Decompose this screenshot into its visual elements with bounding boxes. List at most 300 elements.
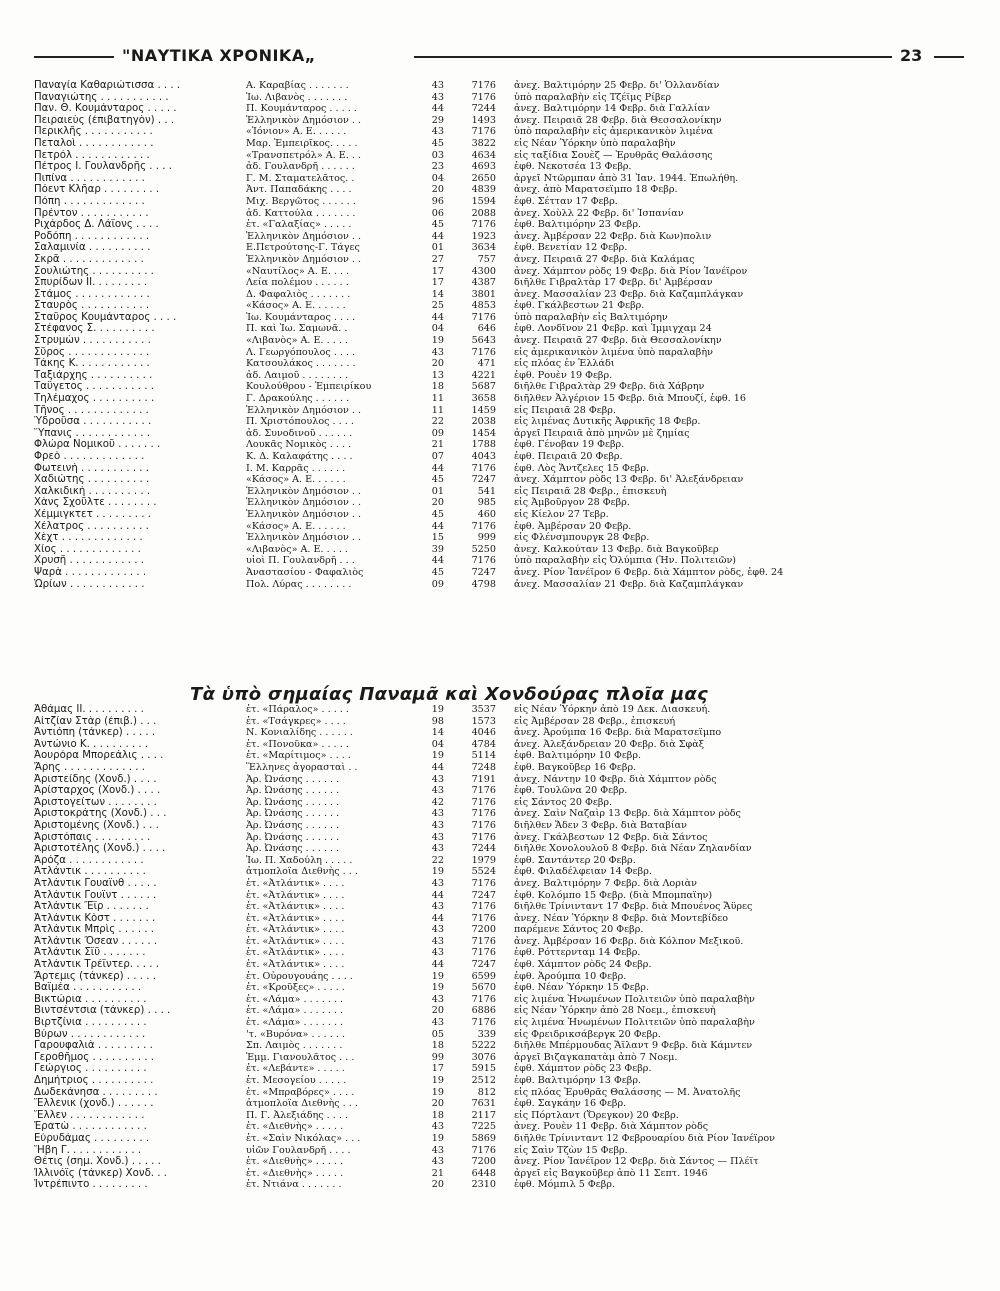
tonnage: 7247 bbox=[471, 959, 496, 971]
ship-row bbox=[34, 1017, 964, 1029]
ship-status: ἀνεχ. Γκάλβεστων 12 Φεβρ. διὰ Σάντος bbox=[514, 831, 708, 843]
build-year: 11 bbox=[431, 393, 444, 405]
ship-name: Ἰντρέπιντο . . . . . . . . . bbox=[34, 1179, 148, 1191]
ship-status: ἀνεχ. Ἀμβέρσαν 16 Φεβρ. διὰ Κόλπον Μεξικοῦ. bbox=[514, 935, 744, 947]
owner: ἀδ. Συνοδινοῦ . . . . . . bbox=[246, 427, 353, 439]
ship-name: Στάμος . . . . . . . . . . . . bbox=[34, 288, 150, 300]
owner: ἐτ. «Πάραλος» . . . . . bbox=[246, 704, 349, 715]
ship-name: Πόπη . . . . . . . . . . . . . bbox=[34, 195, 145, 207]
build-year: 14 bbox=[431, 727, 444, 739]
owner: Ν. Κονιαλίδης . . . . . . bbox=[246, 727, 353, 739]
build-year: 13 bbox=[431, 369, 444, 381]
tonnage: 7247 bbox=[471, 566, 496, 578]
ship-row bbox=[34, 1087, 964, 1099]
ship-row bbox=[34, 532, 964, 544]
ship-row bbox=[34, 161, 964, 173]
build-year: 43 bbox=[431, 924, 444, 936]
ship-name: Σπυρίδων ΙΙ. . . . . . . . . bbox=[34, 277, 148, 289]
build-year: 45 bbox=[431, 508, 444, 520]
build-year: 43 bbox=[431, 1144, 444, 1156]
build-year: 44 bbox=[431, 555, 444, 567]
ship-name: Σουλιώτης . . . . . . . . . . bbox=[34, 265, 154, 277]
ship-status: ἐφθ. Νέαν Ὑόρκην 15 Φεβρ. bbox=[514, 982, 649, 994]
tonnage: 7176 bbox=[471, 877, 496, 889]
ship-row bbox=[34, 196, 964, 208]
build-year: 44 bbox=[431, 103, 444, 115]
ship-name: Σκρᾶ . . . . . . . . . . . . . bbox=[34, 253, 144, 265]
tonnage: 7176 bbox=[471, 912, 496, 924]
build-year: 43 bbox=[431, 346, 444, 358]
owner: «Ἰόνιον» Α. Ε. . . . . . bbox=[246, 126, 347, 138]
owner: ἐτ. «Ἀτλάντικ» . . . . bbox=[246, 935, 345, 947]
build-year: 45 bbox=[431, 474, 444, 486]
ship-name: Ὕπανις . . . . . . . . . . . . bbox=[34, 427, 150, 439]
ship-status: ἀνεχ. Μασσαλίαν 21 Φεβρ. διὰ Καζαμπλάγκαν bbox=[514, 578, 744, 590]
build-year: 14 bbox=[431, 288, 444, 300]
tonnage: 5222 bbox=[471, 1040, 496, 1052]
owner: ἐτ. «Ἀτλάντικ» . . . . bbox=[246, 912, 345, 924]
tonnage: 7176 bbox=[471, 520, 496, 532]
build-year: 43 bbox=[431, 126, 444, 138]
build-year: 43 bbox=[431, 901, 444, 913]
ship-row bbox=[34, 463, 964, 475]
ship-status: ἐφθ. Γκάλβεστων 21 Φεβρ. bbox=[514, 300, 645, 312]
ship-name: Παναγιώτης . . . . . . . . . . . bbox=[34, 91, 169, 103]
ship-row bbox=[34, 1179, 964, 1191]
build-year: 43 bbox=[431, 819, 444, 831]
owner: ἐτ. «Μαρίτιμος» . . . . bbox=[246, 750, 351, 762]
tonnage: 646 bbox=[477, 323, 496, 335]
ship-status: ἐφθ. Γένοβαν 19 Φεβρ. bbox=[514, 439, 625, 451]
tonnage: 5524 bbox=[471, 866, 496, 878]
tonnage: 4798 bbox=[471, 578, 496, 590]
ship-name: Ἀριστοκράτης (Χονδ.) . . . bbox=[34, 808, 167, 820]
ship-status: ἀνεχ. Ἀμβέρσαν 22 Φεβρ. διὰ Κων)πολιν bbox=[514, 230, 712, 242]
build-year: 29 bbox=[431, 114, 444, 126]
ship-row bbox=[34, 381, 964, 393]
owner: Ἀρ. Ὠνάσης . . . . . . bbox=[246, 831, 340, 843]
build-year: 18 bbox=[431, 381, 444, 393]
tonnage: 3822 bbox=[471, 137, 496, 149]
ship-status: ἐφθ. Πειραιᾶ 20 Φεβρ. bbox=[514, 451, 623, 462]
owner: υἱοὶ Π. Γουλανδρῆ . . . bbox=[246, 555, 355, 567]
owner: «Τρανσπετρόλ» Α. Ε. . . bbox=[246, 149, 362, 161]
ship-row bbox=[34, 1040, 964, 1052]
tonnage: 3076 bbox=[471, 1051, 496, 1063]
ship-status: ἐφθ. Ρόττερνταμ 14 Φεβρ. bbox=[514, 947, 641, 959]
ship-row bbox=[34, 497, 964, 509]
tonnage: 4300 bbox=[471, 265, 496, 277]
owner: Ἀρ. Ὠνάσης . . . . . . bbox=[246, 843, 340, 855]
build-year: 43 bbox=[431, 1156, 444, 1168]
owner: ἀδ. Καττούλα . . . . . . . bbox=[246, 207, 356, 219]
build-year: 20 bbox=[431, 184, 444, 196]
ship-name: Ἀτλάντικ Ἔϊρ . . . . . . . bbox=[34, 901, 149, 913]
header-rule-right bbox=[414, 56, 892, 58]
tonnage: 1454 bbox=[471, 427, 496, 439]
ship-name: Περικλῆς . . . . . . . . . . . bbox=[34, 126, 153, 138]
ship-name: Παν. Θ. Κουμάνταρος . . . . . bbox=[34, 103, 177, 115]
ship-row bbox=[34, 913, 964, 925]
ship-row bbox=[34, 474, 964, 486]
ship-name: Βιρτζίνια . . . . . . . . . . bbox=[34, 1017, 147, 1029]
build-year: 43 bbox=[431, 773, 444, 785]
tonnage: 7244 bbox=[471, 843, 496, 855]
build-year: 19 bbox=[431, 866, 444, 878]
ship-row bbox=[34, 555, 964, 567]
ship-name: Ψαρὰ . . . . . . . . . . . . . bbox=[34, 566, 147, 578]
owner: Π. Γ. Ἀλεξιάδης . . . . bbox=[246, 1109, 349, 1121]
owner: «Λιβανὸς» Α. Ε. . . . . bbox=[246, 543, 348, 555]
ship-status: ἐφθ. Λὸς Ἄντζελες 15 Φεβρ. bbox=[514, 462, 650, 474]
build-year: 44 bbox=[431, 889, 444, 901]
tonnage: 7176 bbox=[471, 219, 496, 231]
build-year: 43 bbox=[431, 993, 444, 1005]
build-year: 22 bbox=[431, 416, 444, 428]
ship-status: ἐφθ. Βαγκοῦβερ 16 Φεβρ. bbox=[514, 761, 637, 773]
ship-status: διῆλθεν Ἄδεν 3 Φεβρ. διὰ Βαταβίαν bbox=[514, 819, 687, 831]
tonnage: 1594 bbox=[471, 195, 496, 207]
ship-row bbox=[34, 901, 964, 913]
ship-status: εἰς λιμένα Ἠνωμένων Πολιτειῶν ὑπὸ παραλαβὴν bbox=[514, 1017, 755, 1029]
tonnage: 4634 bbox=[471, 149, 496, 161]
ship-status: ἀνεχ. Μασσαλίαν 23 Φεβρ. διὰ Καζαμπλάγκαν bbox=[514, 288, 744, 300]
ship-status: διῆλθε Τρίνινταντ 17 Φεβρ. διὰ Μπουένος Ἄϋρες bbox=[514, 901, 753, 913]
tonnage: 5643 bbox=[471, 335, 496, 347]
ship-row bbox=[34, 1075, 964, 1087]
build-year: 01 bbox=[431, 485, 444, 497]
ship-name: Ἀντιόπη (τάνκερ) . . . . . bbox=[34, 727, 156, 739]
journal-title: "ΝΑΥΤΙΚΑ ΧΡΟΝΙΚΑ„ bbox=[122, 46, 316, 65]
owner: Ἰω. Λιβανὸς . . . . . . . bbox=[246, 91, 348, 103]
header-rule-left bbox=[34, 56, 114, 58]
owner: Ἑλληνικὸν Δημόσιον . . bbox=[246, 253, 362, 265]
ship-status: εἰς πλόας Ἐρυθρᾶς Θαλάσσης — Μ. Ἀνατολῆς bbox=[514, 1086, 741, 1098]
tonnage: 471 bbox=[477, 358, 496, 370]
ship-status: εἰς Πειραιᾶ 28 Φεβρ., ἐπισκευὴ bbox=[514, 485, 667, 497]
ship-name: Ἀριστείδης (Χονδ.) . . . . bbox=[34, 773, 157, 785]
ship-name: Ἄρτεμις (τάνκερ) . . . . . bbox=[34, 970, 156, 982]
tonnage: 7176 bbox=[471, 935, 496, 947]
ship-status: ἐφθ. Ἀρούμπα 10 Φεβρ. bbox=[514, 970, 627, 982]
tonnage: 5250 bbox=[471, 543, 496, 555]
ship-name: Ἀτλάντικ Γουΐντ . . . . . . bbox=[34, 889, 157, 901]
owner: Μιχ. Βεργῶτος . . . . . . bbox=[246, 195, 356, 207]
tonnage: 999 bbox=[477, 532, 496, 544]
ship-status: ἐφθ. Νεκοτσέα 13 Φεβρ. bbox=[514, 161, 632, 173]
tonnage: 2650 bbox=[471, 172, 496, 184]
owner: «Λιβανὸς» Α. Ε. . . . . bbox=[246, 335, 348, 347]
build-year: 17 bbox=[431, 1063, 444, 1075]
build-year: 04 bbox=[431, 323, 444, 335]
ship-row bbox=[34, 266, 964, 278]
ship-row bbox=[34, 150, 964, 162]
ship-name: Ταΰγετος . . . . . . . . . . . bbox=[34, 381, 154, 393]
owner: Π. Χριστόπουλος . . . . bbox=[246, 416, 354, 428]
ship-status: ἐφθ. Βαλτιμόρην 13 Φεβρ. bbox=[514, 1075, 642, 1086]
build-year: 19 bbox=[431, 335, 444, 347]
owner: «Κάσος» Α. Ε. . . . . . bbox=[246, 300, 346, 312]
ship-row bbox=[34, 231, 964, 243]
ship-name: Ταξιάρχης . . . . . . . . . . bbox=[34, 369, 153, 381]
ship-name: Ἀτλάντικ Γουαΐνθ . . . . . bbox=[34, 877, 157, 889]
ship-name: Πρέντον . . . . . . . . . . . bbox=[34, 207, 149, 219]
owner: Ἰω. Κουμάνταρος . . . . bbox=[246, 311, 356, 323]
tonnage: 2088 bbox=[471, 207, 496, 219]
ship-name: Χέλατρος . . . . . . . . . . bbox=[34, 520, 149, 532]
page-header bbox=[34, 46, 964, 70]
ship-name: Παναγία Καθαριώτισσα . . . . bbox=[34, 80, 181, 91]
ship-status: εἰς πλόας ἐν Ἑλλάδι bbox=[514, 358, 615, 370]
build-year: 06 bbox=[431, 207, 444, 219]
ship-row bbox=[34, 103, 964, 115]
tonnage: 3801 bbox=[471, 288, 496, 300]
page-number: 23 bbox=[900, 46, 923, 65]
owner: ἐτ. «Ἀτλάντικ» . . . . bbox=[246, 877, 345, 889]
ship-row bbox=[34, 1121, 964, 1133]
ship-name: Δημήτριος . . . . . . . . . . bbox=[34, 1075, 154, 1086]
build-year: 19 bbox=[431, 1132, 444, 1144]
build-year: 20 bbox=[431, 1098, 444, 1110]
tonnage: 4839 bbox=[471, 184, 496, 196]
build-year: 01 bbox=[431, 242, 444, 254]
build-year: 05 bbox=[431, 1028, 444, 1040]
tonnage: 339 bbox=[477, 1028, 496, 1040]
ship-name: Χρυσῆ . . . . . . . . . . . . bbox=[34, 555, 144, 567]
build-year: 19 bbox=[431, 982, 444, 994]
ship-status: ἀνεχ. Πειραιᾶ 28 Φεβρ. διὰ Θεσσαλονίκην bbox=[514, 114, 722, 126]
section-heading: Τὰ ὑπὸ σημαίας Παναμᾶ καὶ Χονδούρας πλοῖα μας bbox=[190, 684, 709, 705]
ship-name: Χίος . . . . . . . . . . . . . bbox=[34, 543, 141, 555]
ship-name: Χὲχτ . . . . . . . . . . . . . bbox=[34, 532, 143, 544]
owner: Ἑλληνικὸν Δημόσιον . . bbox=[246, 404, 362, 416]
ship-status: εἰς Πειραιᾶ 28 Φεβρ. bbox=[514, 404, 616, 416]
owner: Μαρ. Ἐμπειρῖκος. . . . . bbox=[246, 137, 358, 149]
ship-name: Ἀτλάντικ . . . . . . . . . . bbox=[34, 866, 146, 878]
build-year: 44 bbox=[431, 230, 444, 242]
build-year: 11 bbox=[431, 404, 444, 416]
owner: ἐτ. «Λεβάντε» . . . . . bbox=[246, 1063, 345, 1075]
ship-name: Ἀτλάντικ Σῒῦ . . . . . . . bbox=[34, 947, 146, 959]
ship-status: ἀργεῖ Πειραιᾶ ἀπὸ μηνῶν μὲ ζημίας bbox=[514, 427, 690, 439]
ship-status: εἰς Νέαν Ὑόρκην ἀπὸ 19 Δεκ. Διασκευή. bbox=[514, 704, 711, 715]
ship-status: ἐφθ. Σαγκάην 16 Φεβρ. bbox=[514, 1098, 627, 1110]
ship-status: ἀνεχ. Βαλτιμόρην 7 Φεβρ. διὰ Λοριὰν bbox=[514, 877, 697, 889]
owner: «Κάσος» Α. Ε. . . . . . bbox=[246, 474, 346, 486]
ship-name: Πέτρος Ι. Γουλανδρῆς . . . . bbox=[34, 161, 172, 173]
ship-name: Στρυμὼν . . . . . . . . . . . bbox=[34, 335, 151, 347]
build-year: 45 bbox=[431, 137, 444, 149]
ship-row bbox=[34, 579, 964, 591]
ship-row bbox=[34, 1133, 964, 1145]
owner: ἐτ. «Λάμα» . . . . . . . bbox=[246, 1005, 344, 1017]
ship-name: Στέφανος Σ. . . . . . . . . . bbox=[34, 323, 155, 335]
owner: Κουλούθρου - Ἐμπειρίκου bbox=[246, 381, 372, 393]
ship-name: Τηλέμαχος . . . . . . . . . . bbox=[34, 393, 155, 405]
build-year: 43 bbox=[431, 1017, 444, 1029]
ship-row bbox=[34, 289, 964, 301]
build-year: 45 bbox=[431, 566, 444, 578]
tonnage: 4387 bbox=[471, 277, 496, 289]
ship-status: εἰς Νέαν Ὑόρκην ὑπὸ παραλαβὴν bbox=[514, 137, 676, 149]
owner: ἐτ. «Λάμα» . . . . . . . bbox=[246, 993, 344, 1005]
ship-row bbox=[34, 173, 964, 185]
tonnage: 1573 bbox=[471, 715, 496, 727]
tonnage: 1923 bbox=[471, 230, 496, 242]
ship-name: Σταῦρος Κουμάνταρος . . . . bbox=[34, 311, 177, 323]
owner: Π. Κουμάνταρος . . . . . bbox=[246, 103, 357, 115]
ship-row bbox=[34, 544, 964, 556]
ship-status: εἰς λιμένα Ἠνωμένων Πολιτειῶν ὑπὸ παραλαβὴν bbox=[514, 993, 755, 1005]
ship-status: ὑπὸ παραλαβὴν εἰς Τζέϊμς Ρίβερ bbox=[514, 91, 672, 103]
ship-name: Ἀρίσταρχος (Χονδ.) . . . . bbox=[34, 785, 161, 797]
owner: ἐτ. «Πονοῦκα» . . . . . bbox=[246, 738, 349, 750]
ship-status: παρέμενε Σάντος 20 Φεβρ. bbox=[514, 924, 644, 936]
tonnage: 7176 bbox=[471, 126, 496, 138]
ship-row bbox=[34, 832, 964, 844]
ship-status: ἀργεῖ Βιζαγκαπατὰμ ἀπὸ 7 Νοεμ. bbox=[514, 1051, 678, 1063]
ship-row bbox=[34, 785, 964, 797]
build-year: 20 bbox=[431, 497, 444, 509]
ship-name: Εὐρυδάμας . . . . . . . . . bbox=[34, 1132, 150, 1144]
ship-row bbox=[34, 716, 964, 728]
ship-name: Ἀουρόρα Μπορεάλις . . . . bbox=[34, 750, 164, 762]
ship-list-panama-honduras bbox=[34, 704, 964, 1191]
tonnage: 3658 bbox=[471, 393, 496, 405]
ship-status: διῆλθεν Ἀλγέριον 15 Φεβρ. διὰ Μπουζί, ἐφθ. 16 bbox=[514, 393, 746, 405]
ship-row bbox=[34, 184, 964, 196]
ship-status: εἰς Σάντος 20 Φεβρ. bbox=[514, 796, 613, 808]
build-year: 20 bbox=[431, 1179, 444, 1191]
ship-status: ἐφθ. Ἀμβέρσαν 20 Φεβρ. bbox=[514, 520, 632, 532]
owner: Πολ. Λύρας . . . . . . . . bbox=[246, 578, 352, 590]
build-year: 25 bbox=[431, 300, 444, 312]
owner: υἱῶν Γουλανδρῆ . . . . bbox=[246, 1144, 351, 1156]
ship-status: εἰς Φρειδρικσάβεργκ 20 Φεβρ. bbox=[514, 1028, 661, 1040]
build-year: 04 bbox=[431, 738, 444, 750]
ship-row bbox=[34, 509, 964, 521]
owner: ἐτ. «Ἀτλάντικ» . . . . bbox=[246, 959, 345, 971]
ship-row bbox=[34, 797, 964, 809]
ship-status: ἀργεῖ Ντῶρμπαν ἀπὸ 31 Ἰαν. 1944. Ἐπωλήθη. bbox=[514, 172, 739, 184]
tonnage: 6886 bbox=[471, 1005, 496, 1017]
tonnage: 4221 bbox=[471, 369, 496, 381]
tonnage: 7176 bbox=[471, 91, 496, 103]
ship-name: Σταυρὸς . . . . . . . . . . . bbox=[34, 300, 150, 312]
tonnage: 7176 bbox=[471, 819, 496, 831]
ship-status: ἀνεχ. Ρίον Ἰανέϊρον 12 Φεβρ. διὰ Σάντος — Πλέϊτ bbox=[514, 1156, 759, 1168]
ship-name: Ἀτλάντικ Τρέϊντερ. . . . . bbox=[34, 959, 159, 971]
ship-row bbox=[34, 1052, 964, 1064]
ship-name: Ἀρόζα . . . . . . . . . . . . bbox=[34, 854, 144, 866]
owner: ἐτ. Ντιάνα . . . . . . . bbox=[246, 1179, 342, 1191]
tonnage: 2117 bbox=[471, 1109, 496, 1121]
ship-status: εἰς λιμένας Δυτικῆς Ἀφρικῆς 18 Φεβρ. bbox=[514, 416, 701, 428]
ship-row bbox=[34, 855, 964, 867]
build-year: 43 bbox=[431, 935, 444, 947]
owner: Λεία πολέμου . . . . . . bbox=[246, 277, 349, 289]
ship-name: Γεροθῆμος . . . . . . . . . . bbox=[34, 1051, 155, 1063]
build-year: 18 bbox=[431, 1109, 444, 1121]
tonnage: 7176 bbox=[471, 555, 496, 567]
tonnage: 7200 bbox=[471, 924, 496, 936]
ship-status: εἰς Κίελον 27 Τεβρ. bbox=[514, 508, 609, 520]
tonnage: 1788 bbox=[471, 439, 496, 451]
ship-row bbox=[34, 994, 964, 1006]
ship-row bbox=[34, 947, 964, 959]
ship-name: Ἐρατὼ . . . . . . . . . . . . bbox=[34, 1121, 147, 1133]
ship-row bbox=[34, 890, 964, 902]
ship-name: Τῆνος . . . . . . . . . . . . . bbox=[34, 404, 149, 416]
ship-row bbox=[34, 300, 964, 312]
ship-status: ἀνεχ. Πειραιᾶ 27 Φεβρ. διὰ Θεσσαλονίκην bbox=[514, 335, 722, 347]
ship-status: ἐφθ. Βενετίαν 12 Φεβρ. bbox=[514, 242, 628, 254]
build-year: 04 bbox=[431, 172, 444, 184]
build-year: 45 bbox=[431, 219, 444, 231]
owner: Ἕλληνες ἀγορασταὶ . . bbox=[246, 761, 358, 773]
build-year: 18 bbox=[431, 1040, 444, 1052]
build-year: 15 bbox=[431, 532, 444, 544]
ship-status: ἀνεχ. Χάμπτον ρὸδς 13 Φεβρ. δι' Ἀλεξάνδρειαν bbox=[514, 474, 744, 486]
tonnage: 7225 bbox=[471, 1121, 496, 1133]
ship-status: διῆλθε Χονολουλοῦ 8 Φεβρ. διὰ Νέαν Ζηλανδίαν bbox=[514, 843, 752, 855]
ship-status: ἐφθ. Φιλαδέλφειαν 14 Φεβρ. bbox=[514, 866, 652, 878]
build-year: 21 bbox=[431, 1167, 444, 1179]
build-year: 43 bbox=[431, 785, 444, 797]
ship-name: Χαδιώτης . . . . . . . . . . bbox=[34, 474, 150, 486]
ship-name: Ἕλλεν . . . . . . . . . . . . bbox=[34, 1109, 145, 1121]
tonnage: 7176 bbox=[471, 346, 496, 358]
ship-name: Ἀριστόπαις . . . . . . . . . bbox=[34, 831, 151, 843]
ship-row bbox=[34, 1110, 964, 1122]
ship-row bbox=[34, 451, 964, 463]
ship-row bbox=[34, 971, 964, 983]
ship-name: Ἀντώνιο Κ. . . . . . . . . . bbox=[34, 738, 149, 750]
ship-row bbox=[34, 1029, 964, 1041]
owner: Ἀρ. Ὠνάσης . . . . . . bbox=[246, 785, 340, 797]
ship-name: Χέμμιγκτετ . . . . . . . . . bbox=[34, 508, 151, 520]
owner: ἐτ. «Σαὶν Νικόλας» . . . bbox=[246, 1132, 361, 1144]
tonnage: 7631 bbox=[471, 1098, 496, 1110]
ship-name: Χὰνς Σχοῦλτε . . . . . . . . bbox=[34, 497, 157, 509]
ship-row bbox=[34, 774, 964, 786]
ship-row bbox=[34, 727, 964, 739]
build-year: 43 bbox=[431, 947, 444, 959]
tonnage: 3634 bbox=[471, 242, 496, 254]
ship-row bbox=[34, 358, 964, 370]
build-year: 39 bbox=[431, 543, 444, 555]
ship-row bbox=[34, 820, 964, 832]
tonnage: 7176 bbox=[471, 1017, 496, 1029]
ship-row bbox=[34, 936, 964, 948]
tonnage: 5869 bbox=[471, 1132, 496, 1144]
ship-name: Φρεὸ . . . . . . . . . . . . . bbox=[34, 451, 145, 462]
build-year: 22 bbox=[431, 854, 444, 866]
owner: Ἀρ. Ὠνάσης . . . . . . bbox=[246, 808, 340, 820]
tonnage: 5670 bbox=[471, 982, 496, 994]
owner: ἐτ. «Μπραβόρες» . . . . bbox=[246, 1086, 355, 1098]
ship-status: διῆλθε Μπέρμουδας Ἄϊλαντ 9 Φεβρ. διὰ Κάμντεν bbox=[514, 1040, 753, 1052]
owner: Ἑλληνικὸν Δημόσιον . . bbox=[246, 497, 362, 509]
ship-name: Φλώρα Νομικοῦ . . . . . . . bbox=[34, 439, 161, 451]
ship-row bbox=[34, 521, 964, 533]
ship-row bbox=[34, 405, 964, 417]
ship-row bbox=[34, 739, 964, 751]
ship-row bbox=[34, 1005, 964, 1017]
ship-row bbox=[34, 1098, 964, 1110]
build-year: 19 bbox=[431, 1086, 444, 1098]
ship-row bbox=[34, 323, 964, 335]
